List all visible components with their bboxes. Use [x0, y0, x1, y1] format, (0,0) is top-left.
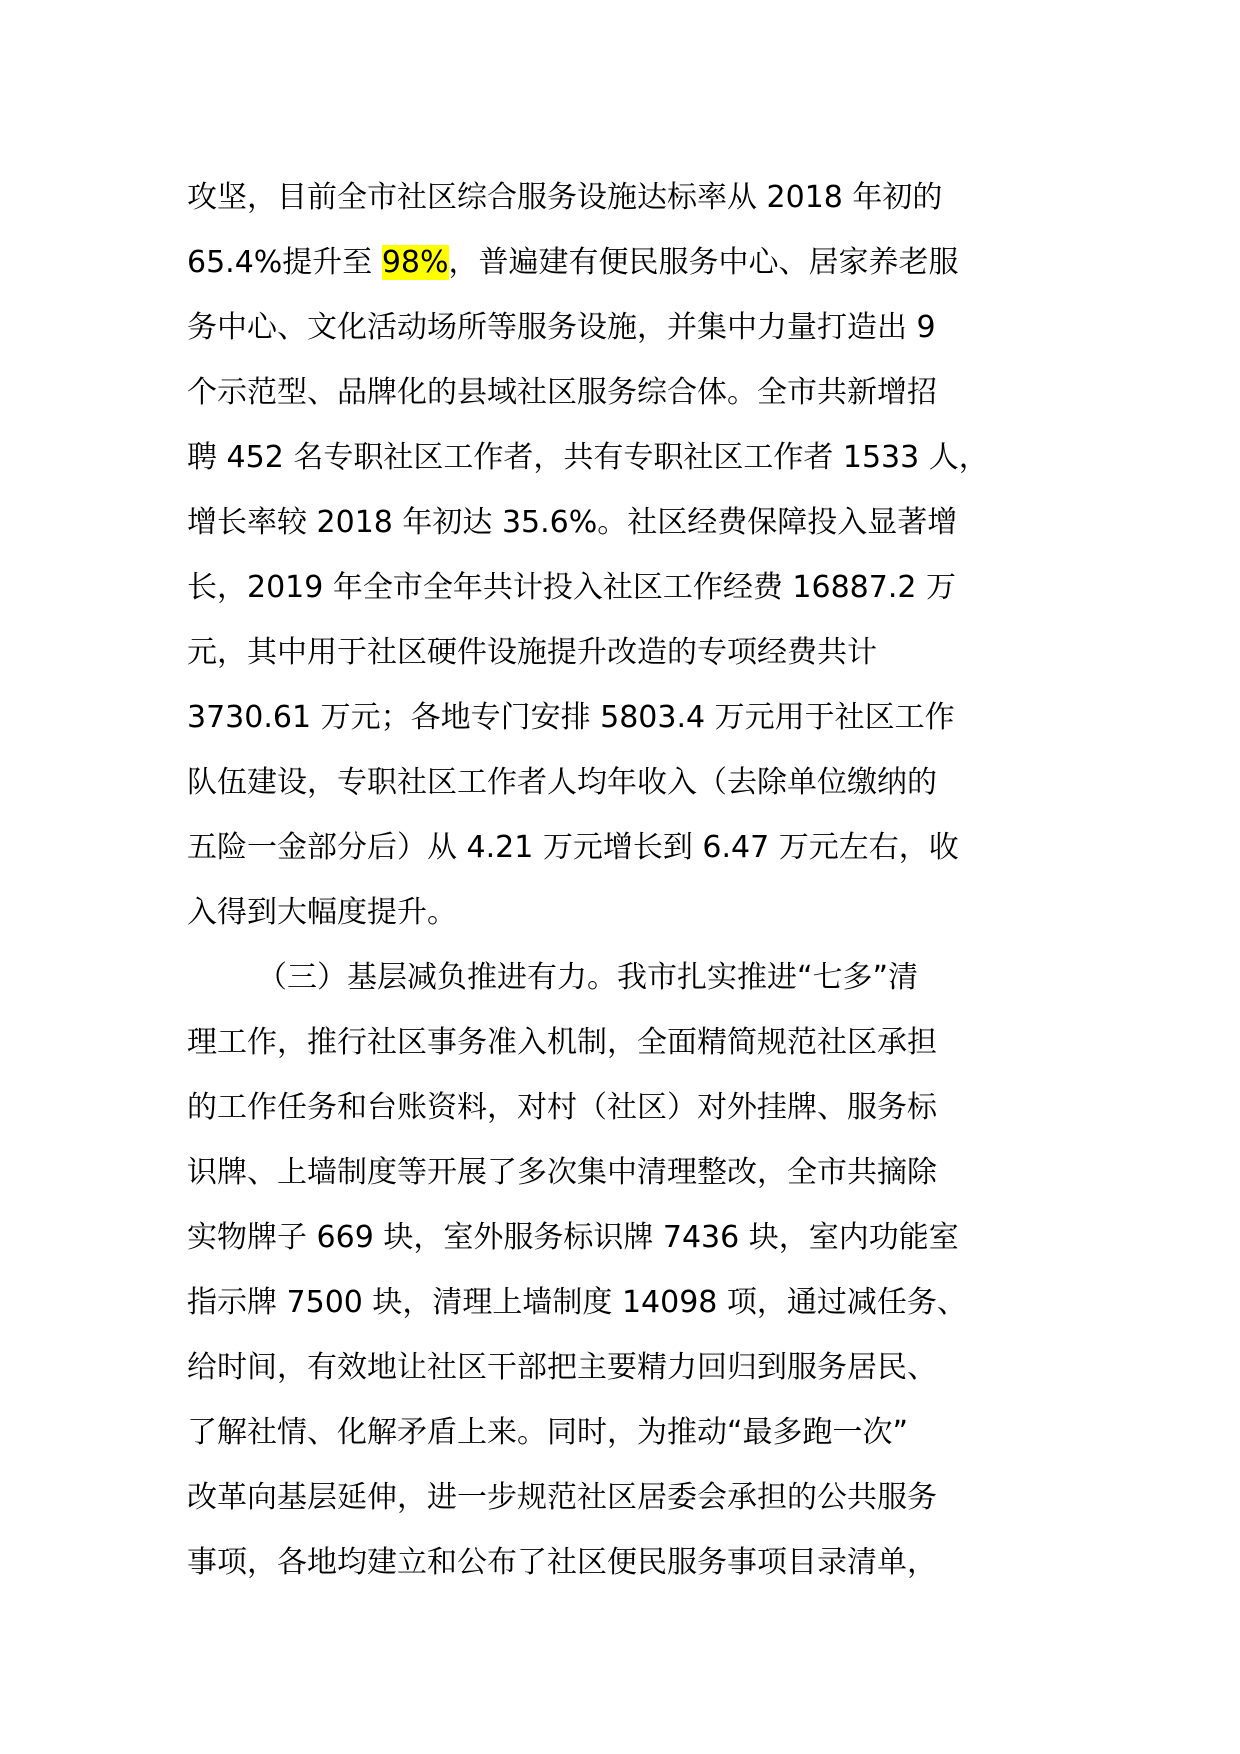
- body-text: [187, 165, 1087, 1595]
- text-line-12: 入得到大幅度提升。: [187, 895, 457, 930]
- text-line-22: 事项，各地均建立和公布了社区便民服务事项目录清单，: [187, 1545, 937, 1580]
- text-line-1: 攻坚，目前全市社区综合服务设施达标率从 2018 年初的: [187, 180, 943, 215]
- text-line-14: 理工作，推行社区事务准入机制，全面精简规范社区承担: [187, 1025, 937, 1060]
- text-line-6: 增长率较 2018 年初达 35.6%。社区经费保障投入显著增: [187, 505, 958, 540]
- text-line-20: 了解社情、化解矛盾上来。同时，为推动“最多跑一次”: [187, 1415, 909, 1450]
- text-line-10: 队伍建设，专职社区工作者人均年收入（去除单位缴纳的: [187, 765, 937, 800]
- text-line-3: 务中心、文化活动场所等服务设施，并集中力量打造出 9: [187, 310, 936, 345]
- highlighted-percentage: 98%: [381, 245, 449, 280]
- text-line-2: [187, 230, 1087, 295]
- text-line-11: 五险一金部分后）从 4.21 万元增长到 6.47 万元左右，收: [187, 830, 959, 865]
- text-line-17: 实物牌子 669 块，室外服务标识牌 7436 块，室内功能室: [187, 1220, 959, 1255]
- text-line-2-post: ，普遍建有便民服务中心、居家养老服: [448, 245, 959, 280]
- text-line-21: 改革向基层延伸，进一步规范社区居委会承担的公共服务: [187, 1480, 937, 1515]
- text-line-5: 聘 452 名专职社区工作者，共有专职社区工作者 1533 人，: [187, 440, 989, 475]
- section-heading-line: （三）基层减负推进有力。我市扎实推进“七多”清: [257, 960, 919, 995]
- text-line-18: 指示牌 7500 块，清理上墙制度 14098 项，通过减任务、: [187, 1285, 967, 1320]
- text-line-19: 给时间，有效地让社区干部把主要精力回归到服务居民、: [187, 1350, 937, 1385]
- text-line-8: 元，其中用于社区硬件设施提升改造的专项经费共计: [187, 635, 877, 670]
- text-line-15: 的工作任务和台账资料，对村（社区）对外挂牌、服务标: [187, 1090, 937, 1125]
- text-line-4: 个示范型、品牌化的县域社区服务综合体。全市共新增招: [187, 375, 937, 410]
- text-line-2-pre: 65.4%提升至: [187, 245, 382, 280]
- text-line-9: 3730.61 万元；各地专门安排 5803.4 万元用于社区工作: [187, 700, 955, 735]
- text-line-7: 长，2019 年全市全年共计投入社区工作经费 16887.2 万: [187, 570, 957, 605]
- text-line-16: 识牌、上墙制度等开展了多次集中清理整改，全市共摘除: [187, 1155, 937, 1190]
